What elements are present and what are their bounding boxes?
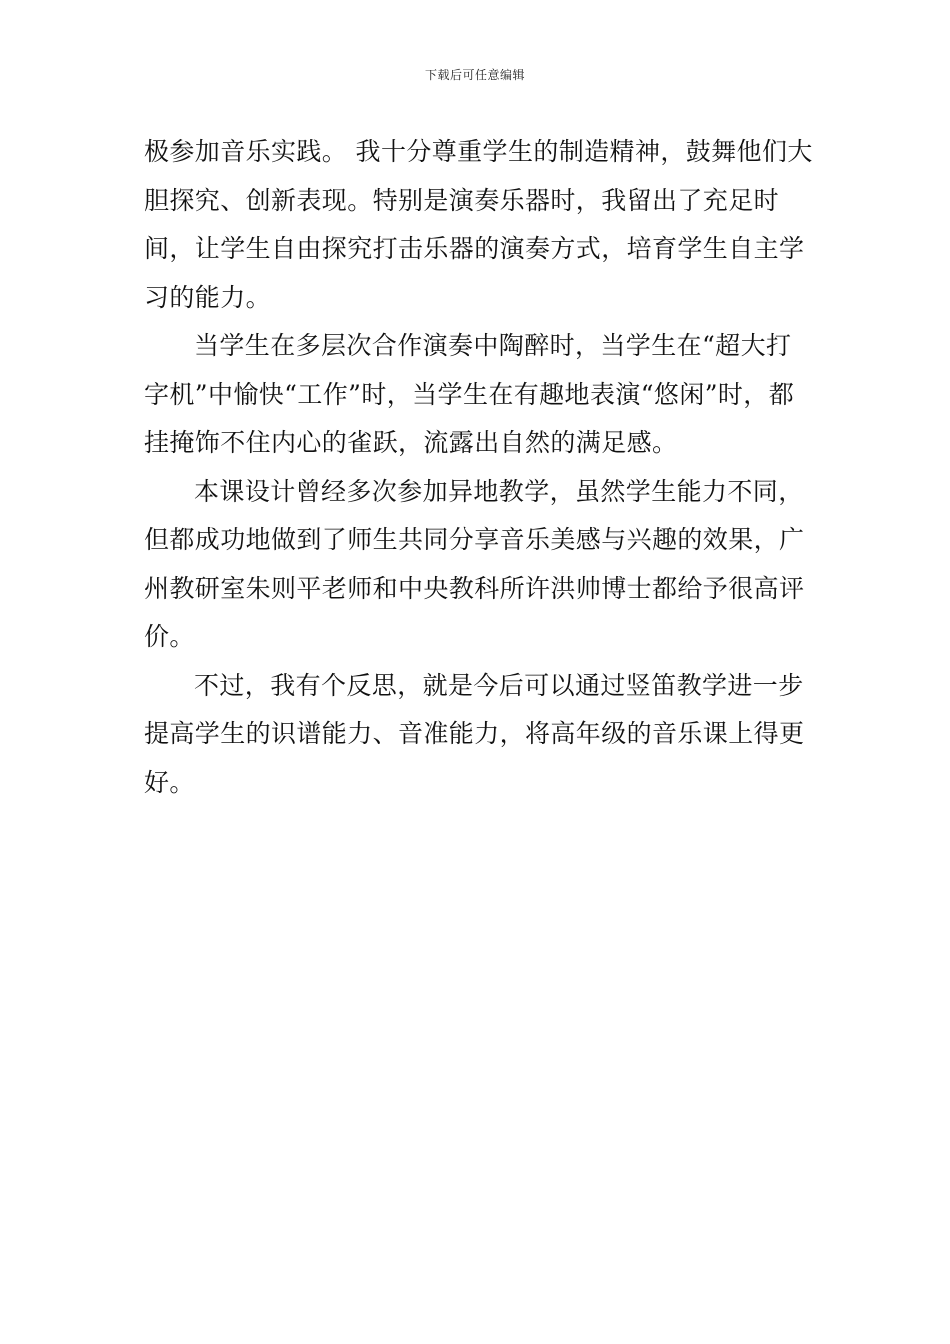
paragraph-2: 当学生在多层次合作演奏中陶醉时，当学生在“超大打字机”中愉快“工作”时，当学生在有趣地表演“悠闲”时，都挂掩饰不住内心的雀跃，流露出自然的满足感。 xyxy=(144,331,795,457)
paragraph-3: 本课设计曾经多次参加异地教学，虽然学生能力不同，但都成功地做到了师生共同分享音乐美感与兴趣的效果，广州教研室朱则平老师和中央教科所许洪帅博士都给予很高评价。 xyxy=(144,476,805,651)
paragraph-4: 不过，我有个反思，就是今后可以通过竖笛教学进一步提高学生的识谱能力、音准能力，将高年级的音乐课上得更好。 xyxy=(144,670,805,797)
paragraph-1: 极参加音乐实践。 我十分尊重学生的制造精神，鼓舞他们大胆探究、创新表现。特别是演奏乐器时，我留出了充足时间，让学生自由探究打击乐器的演奏方式，培育学生自主学习的能力。 xyxy=(144,137,813,312)
document-body xyxy=(144,128,814,807)
page-header: 下载后可任意编辑 xyxy=(424,68,525,82)
